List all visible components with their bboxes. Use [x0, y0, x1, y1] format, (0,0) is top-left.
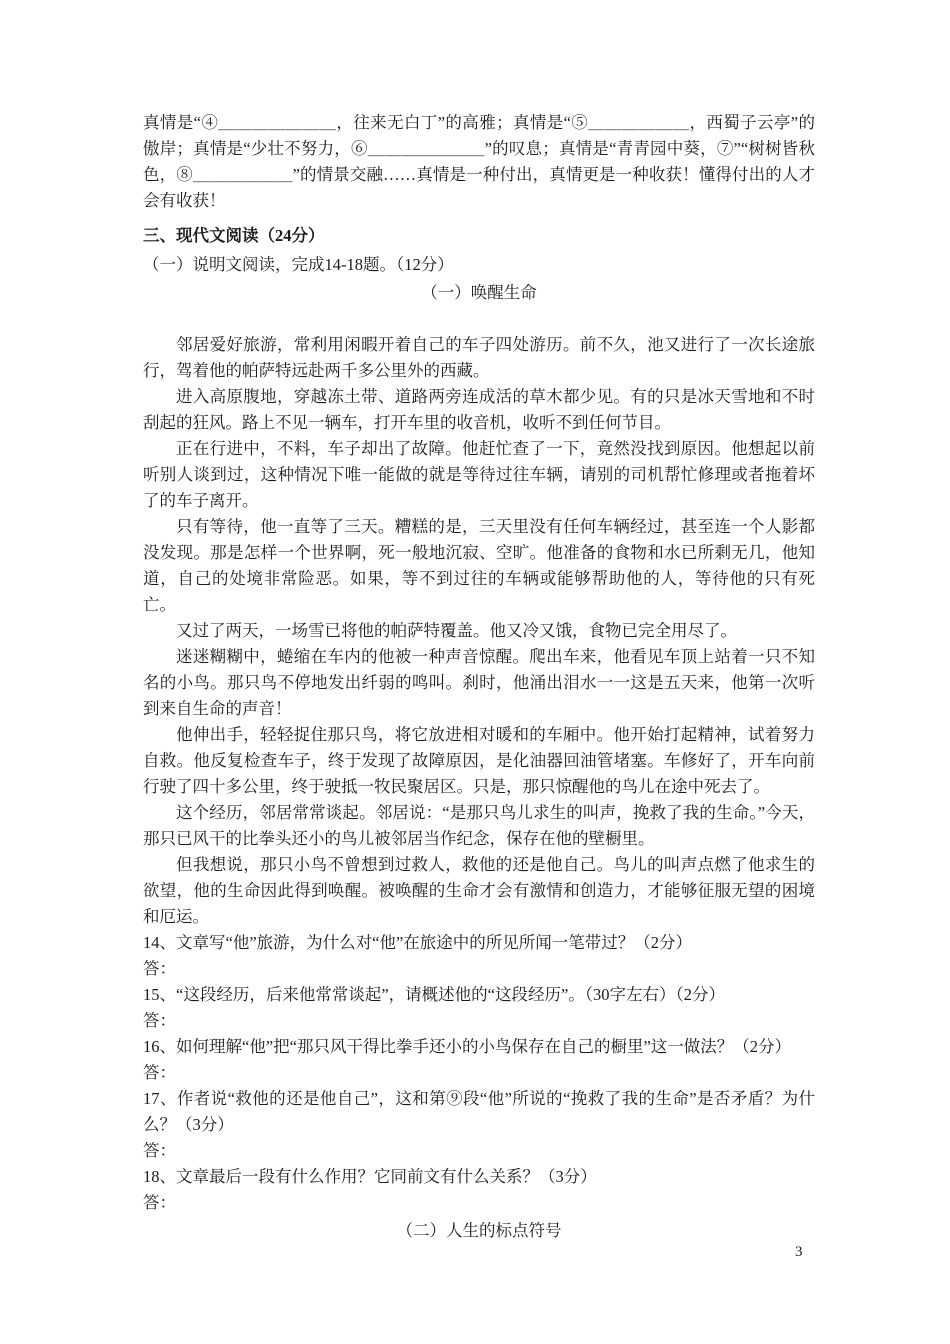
article-paragraph: 邻居爱好旅游，常利用闲暇开着自己的车子四处游历。前不久，池又进行了一次长途旅行，驾着他的帕萨特远赴两千多公里外的西藏。: [143, 335, 815, 380]
article-paragraph: 进入高原腹地，穿越冻土带、道路两旁连成活的草木都少见。有的只是冰天雪地和不时刮起的狂风。路上不见一辆车，打开车里的收音机，收听不到任何节目。: [143, 387, 815, 432]
question-15: 15、“这段经历，后来他常常谈起”，请概述他的“这段经历”。（30字左右）（2分）: [143, 985, 726, 1004]
article-paragraph: 但我想说，那只小鸟不曾想到过救人，救他的还是他自己。鸟儿的叫声点燃了他求生的欲望，他的生命因此得到唤醒。被唤醒的生命才会有激情和创造力，才能够征服无望的困境和厄运。: [143, 855, 815, 926]
reading-2-title: （二）人生的标点符号: [396, 1221, 562, 1240]
article-paragraph: 只有等待，他一直等了三天。糟糕的是，三天里没有任何车辆经过，甚至连一个人影都没发现。那是怎样一个世界啊，死一般地沉寂、空旷。他准备的食物和水已所剩无几，他知道，自己的处境非常险恶。如果，等不到过往的车辆或能够帮助他的人，等待他的只有死亡。: [143, 517, 815, 614]
section-3-heading: 三、现代文阅读（24分）: [143, 226, 325, 245]
article-paragraph: 他伸出手，轻轻捉住那只鸟，将它放进相对暖和的车厢中。他开始打起精神，试着努力自救。他反复检查车子，终于发现了故障原因，是化油器回油管堵塞。车修好了，开车向前行驶了四十多公里，终于驶抵一牧民聚居区。只是，那只惊醒他的鸟儿在途中死去了。: [143, 725, 815, 796]
article-paragraph: 正在行进中，不料，车子却出了故障。他赶忙查了一下，竟然没找到原因。他想起以前听别人谈到过，这种情况下唯一能做的就是等待过往车辆，请别的司机帮忙修理或者拖着坏了的车子离开。: [143, 439, 815, 510]
question-18: 18、文章最后一段有什么作用？它同前文有什么关系？（3分）: [143, 1167, 597, 1186]
article-awaken-life: [143, 332, 815, 930]
answer-label-18: 答：: [143, 1193, 176, 1212]
page-content: [143, 110, 815, 1244]
article-paragraph: 又过了两天，一场雪已将他的帕萨特覆盖。他又冷又饿，食物已完全用尽了。: [176, 621, 737, 640]
answer-label-15: 答：: [143, 1011, 176, 1030]
article-paragraph: 这个经历，邻居常常谈起。邻居说：“是那只鸟儿求生的叫声，挽救了我的生命。”今天，那只已风干的比拳头还小的鸟儿被邻居当作纪念，保存在他的壁橱里。: [143, 803, 815, 848]
answer-label-16: 答：: [143, 1063, 176, 1082]
question-14: 14、文章写“他”旅游，为什么对“他”在旅途中的所见所闻一笔带过？（2分）: [143, 933, 693, 952]
reading-1-instruction: （一）说明文阅读，完成14-18题。（12分）: [143, 255, 454, 274]
answer-label-14: 答：: [143, 959, 176, 978]
reading-1-title: （一）唤醒生命: [421, 283, 537, 302]
answer-label-17: 答：: [143, 1141, 176, 1160]
questions-block: [143, 930, 815, 1216]
intro-fill-blank-text: 真情是“④＿＿＿＿＿＿＿，往来无白丁”的高雅；真情是“⑤＿＿＿＿＿＿，西蜀子云亭”的傲岸；真情是“少壮不努力，⑥＿＿＿＿＿＿＿”的叹息；真情是“青青园中葵，⑦”“树树皆秋色，⑧＿＿＿＿＿＿”的情景交融……真情是一种付出，真情更是一种收获！懂得付出的人才会有收获！: [143, 113, 815, 210]
page-number: 3: [795, 1244, 803, 1260]
question-17: 17、作者说“救他的还是他自己”，这和第⑨段“他”所说的“挽救了我的生命”是否矛盾？为什么？（3分）: [143, 1089, 815, 1134]
article-paragraph: 迷迷糊糊中，蜷缩在车内的他被一种声音惊醒。爬出车来，他看见车顶上站着一只不知名的小鸟。那只鸟不停地发出纤弱的鸣叫。刹时，他涌出泪水一一这是五天来，他第一次听到来自生命的声音！: [143, 647, 815, 718]
question-16: 16、如何理解“他”把“那只风干得比拳手还小的小鸟保存在自己的橱里”这一做法？（2分）: [143, 1037, 792, 1056]
